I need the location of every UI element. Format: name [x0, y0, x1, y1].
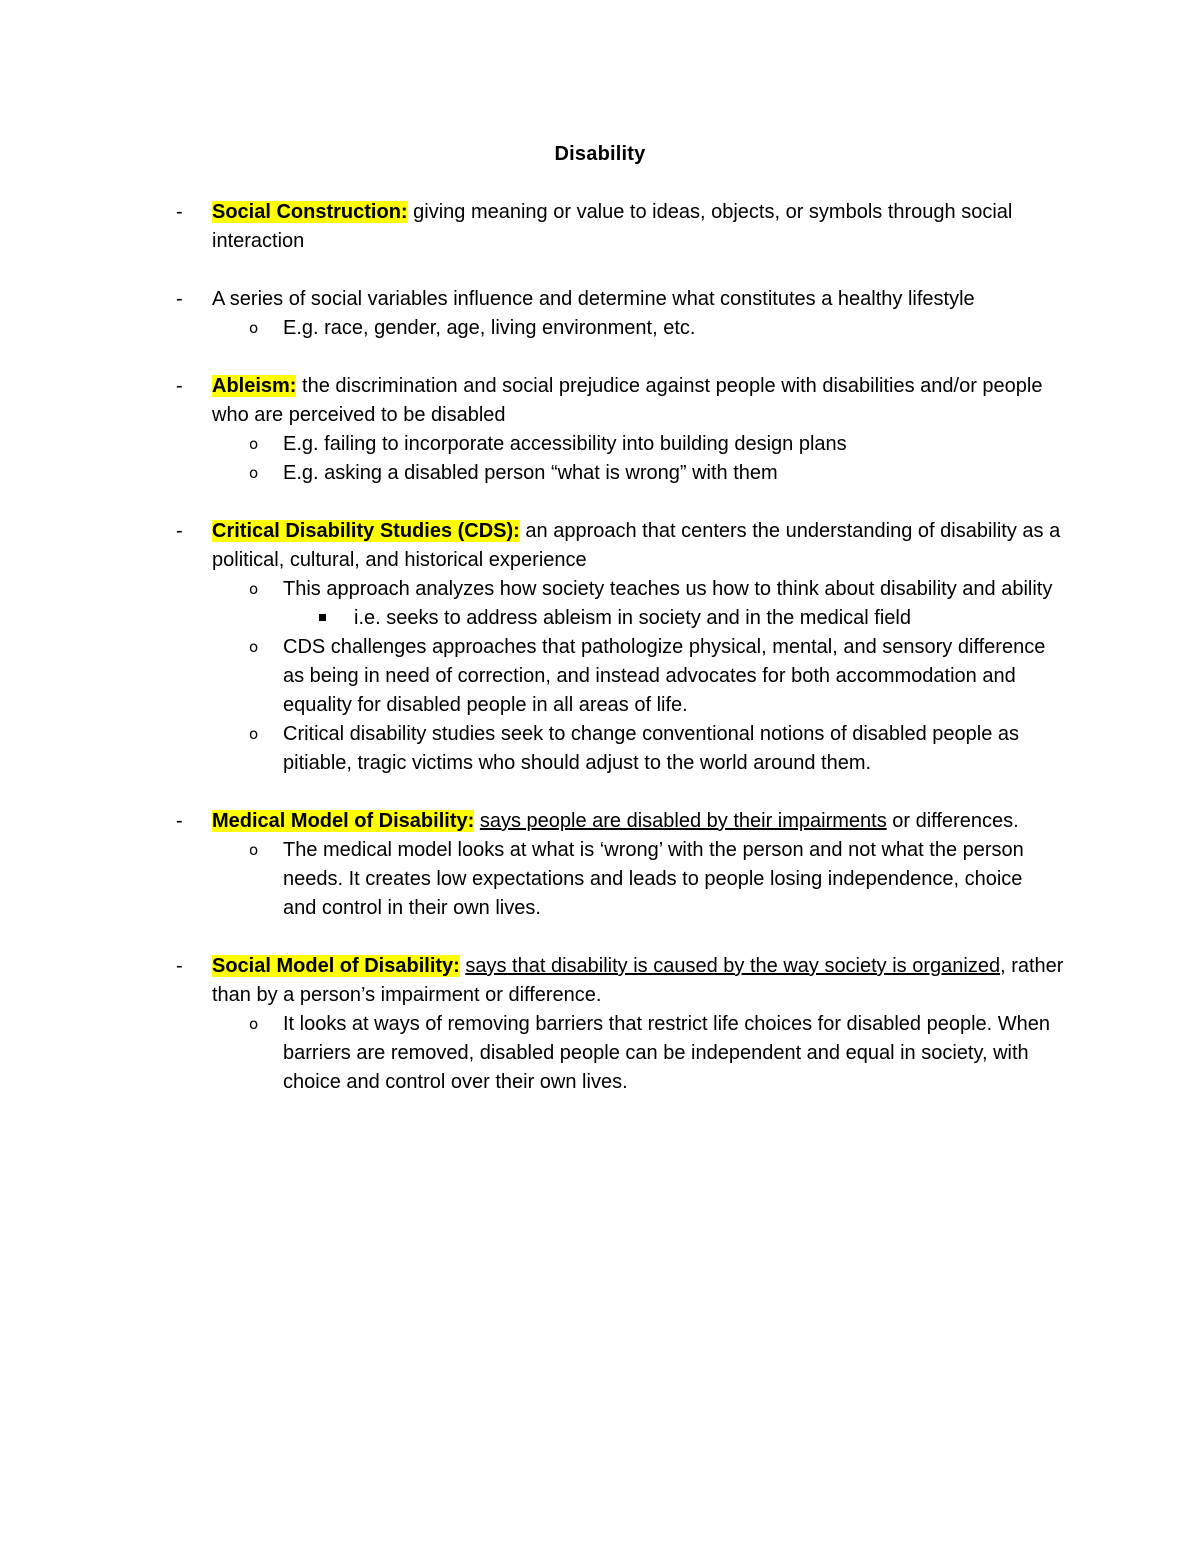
sub-item: [0, 836, 1200, 923]
item-text: [0, 517, 1200, 575]
sub-item: [0, 575, 1200, 604]
item-text: [0, 372, 1200, 430]
page-title: Disability: [554, 143, 646, 165]
sub-item: [0, 633, 1200, 720]
list-item-social-model: [0, 952, 1200, 1097]
sub-item: [0, 1010, 1200, 1097]
definition-text: the discrimination and social prejudice against people with disabilities and/or people who are perceived to be disabled: [212, 375, 1043, 426]
list-item-critical-disability-studies: [0, 517, 1200, 778]
sub-sub-item-text: i.e. seeks to address ableism in society and in the medical field: [354, 607, 911, 629]
dash-marker: -: [176, 375, 183, 397]
definition-text: an approach that centers the understanding of disability as a political, cultural, and historical experience: [212, 520, 1061, 571]
sub-item-text: E.g. asking a disabled person “what is wrong” with them: [283, 462, 778, 484]
highlighted-term: Social Construction:: [212, 201, 408, 223]
circle-bullet-icon: o: [249, 725, 259, 743]
underlined-definition: says that disability is caused by the way society is organized: [465, 955, 1001, 977]
sub-item-text: E.g. race, gender, age, living environment, etc.: [283, 317, 696, 339]
dash-marker: -: [176, 201, 183, 223]
dash-marker: -: [176, 955, 183, 977]
sub-item-text: E.g. failing to incorporate accessibility into building design plans: [283, 433, 847, 455]
list-item-ableism: [0, 372, 1200, 488]
sub-item: [0, 459, 1200, 488]
sub-item: [0, 720, 1200, 778]
sub-sub-item: [0, 604, 1200, 633]
item-text: [0, 285, 1200, 314]
item-text: [0, 807, 1200, 836]
sub-item: [0, 314, 1200, 343]
sub-item-text: This approach analyzes how society teaches us how to think about disability and ability: [283, 578, 1053, 600]
dash-marker: -: [176, 520, 183, 542]
dash-marker: -: [176, 810, 183, 832]
item-text: [0, 952, 1200, 1010]
circle-bullet-icon: o: [249, 319, 259, 337]
underlined-definition: says people are disabled by their impairments: [479, 810, 887, 832]
item-text: [0, 198, 1200, 256]
square-bullet-icon: [319, 614, 326, 621]
circle-bullet-icon: o: [249, 580, 259, 598]
highlighted-term: Medical Model of Disability:: [212, 810, 475, 832]
sub-item-text: CDS challenges approaches that pathologize physical, mental, and sensory difference as being in need of correction, and instead advocates for both accommodation and equality for disabled people in all areas of life.: [283, 636, 1046, 716]
sub-item-text: The medical model looks at what is ‘wrong’ with the person and not what the person needs. It creates low expectations and leads to people losing independence, choice and control in their own lives.: [283, 839, 1024, 919]
document-body: [0, 198, 1200, 1126]
circle-bullet-icon: o: [249, 464, 259, 482]
circle-bullet-icon: o: [249, 1015, 259, 1033]
list-item-social-construction: [0, 198, 1200, 256]
sub-item-text: It looks at ways of removing barriers that restrict life choices for disabled people. When barriers are removed, disabled people can be independent and equal in society, with choice and control over their own lives.: [283, 1013, 1051, 1093]
circle-bullet-icon: o: [249, 841, 259, 859]
statement-text: A series of social variables influence and determine what constitutes a healthy lifestyle: [212, 288, 975, 310]
highlighted-term: Critical Disability Studies (CDS):: [212, 520, 520, 542]
definition-text: , rather than by a person’s impairment or difference.: [212, 955, 1064, 1006]
highlighted-term: Ableism:: [212, 375, 297, 397]
highlighted-term: Social Model of Disability:: [212, 955, 460, 977]
definition-text: giving meaning or value to ideas, objects, or symbols through social interaction: [212, 201, 1013, 252]
sub-item: [0, 430, 1200, 459]
list-item-social-variables: [0, 285, 1200, 343]
circle-bullet-icon: o: [249, 435, 259, 453]
list-item-medical-model: [0, 807, 1200, 923]
definition-text: or differences.: [886, 810, 1019, 832]
dash-marker: -: [176, 288, 183, 310]
circle-bullet-icon: o: [249, 638, 259, 656]
sub-item-text: Critical disability studies seek to change conventional notions of disabled people as pitiable, tragic victims who should adjust to the world around them.: [283, 723, 1020, 774]
